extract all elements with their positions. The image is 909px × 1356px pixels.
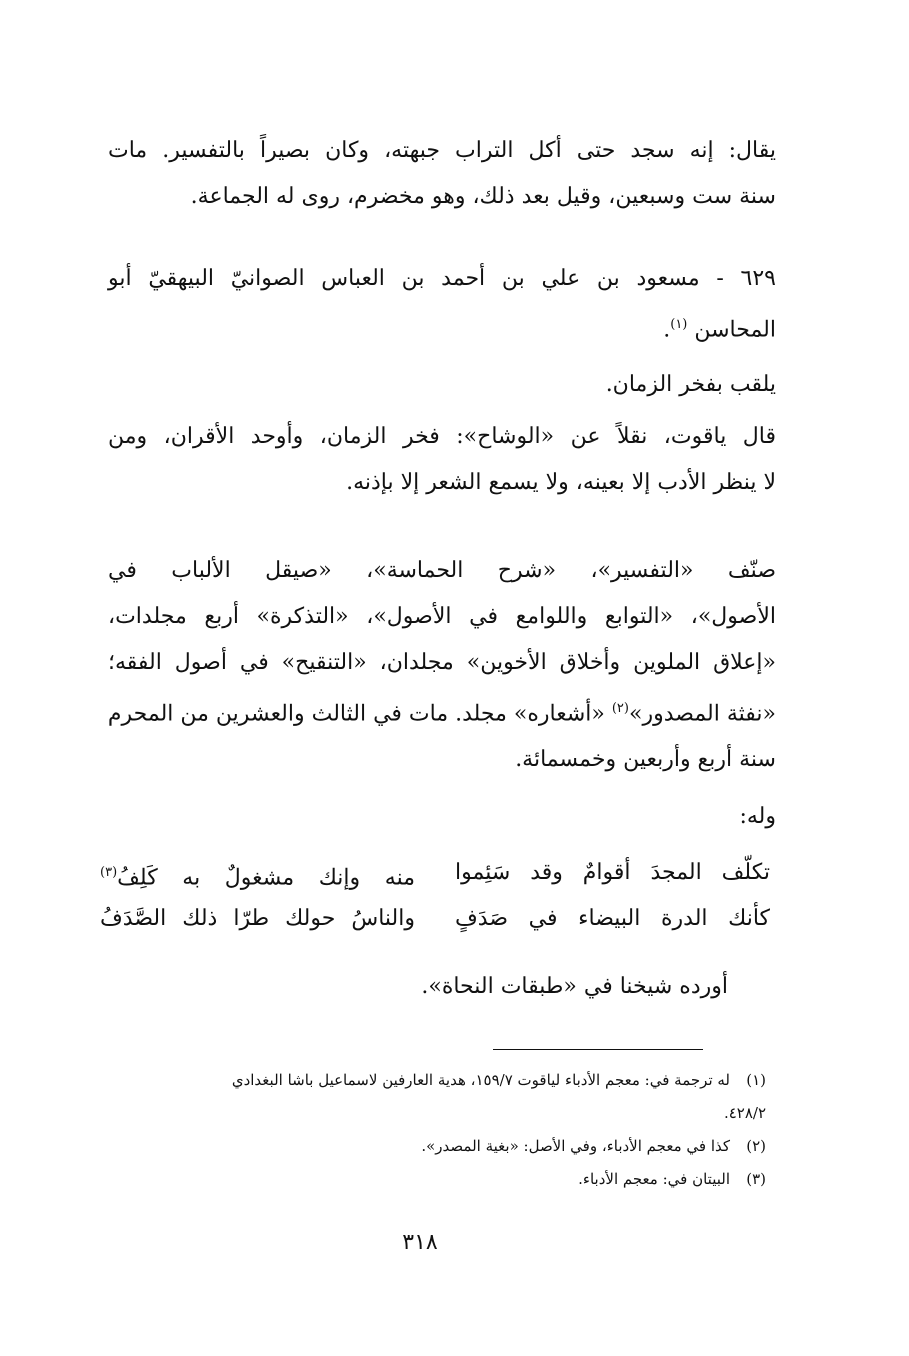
footnote-separator bbox=[493, 1049, 703, 1050]
text-line bbox=[108, 686, 776, 737]
footnote-number: (١) bbox=[746, 1071, 766, 1089]
entry-name-end: المحاسن bbox=[694, 317, 776, 343]
verse-first-hemistich: تكلّف المجدَ أقوامٌ وقد سَئِموا bbox=[455, 860, 770, 885]
footnote bbox=[96, 1064, 766, 1097]
footnote-ref: (١) bbox=[670, 317, 688, 332]
text-line: وله: bbox=[739, 804, 776, 829]
footnote-continuation: ٤٢٨/٢. bbox=[723, 1104, 766, 1122]
text-line: ٦٢٩ - مسعود بن علي بن أحمد بن العباس الصوانيّ البيهقيّ أبو bbox=[108, 266, 776, 291]
verse-first-hemistich: كأنك الدرة البيضاء في صَدَفٍ bbox=[455, 906, 770, 931]
poem-verse bbox=[100, 850, 770, 896]
text-line: سنة ست وسبعين، وقيل بعد ذلك، وهو مخضرم، روى له الجماعة. bbox=[190, 184, 776, 209]
page-number: ٣١٨ bbox=[402, 1230, 438, 1255]
poem-intro bbox=[108, 794, 776, 840]
work-title: «نفثة المصدور» bbox=[628, 701, 776, 727]
text-segment: «أشعاره» مجلد. مات في الثالث والعشرين من المحرم bbox=[107, 701, 612, 727]
period: . bbox=[663, 317, 671, 343]
text-line bbox=[108, 302, 776, 353]
text-line: يقال: إنه سجد حتى أكل التراب جبهته، وكان بصيراً بالتفسير. مات bbox=[108, 138, 776, 163]
hemistich-text: منه وإنك مشغولٌ به كَلِفُ bbox=[117, 865, 415, 891]
footnote-text: كذا في معجم الأدباء، وفي الأصل: «بغية المصدر». bbox=[421, 1137, 730, 1155]
poem-verse bbox=[100, 896, 770, 942]
paragraph-source-note bbox=[108, 964, 728, 1010]
footnote-text: البيتان في: معجم الأدباء. bbox=[578, 1170, 730, 1188]
paragraph-laqab bbox=[108, 362, 776, 408]
footnotes bbox=[96, 1064, 766, 1196]
text-line: الأصول»، «التوابع واللوامع في الأصول»، «التذكرة» أربع مجلدات، bbox=[108, 604, 776, 629]
footnote bbox=[96, 1130, 766, 1163]
footnote bbox=[96, 1163, 766, 1196]
text-line: سنة أربع وأربعين وخمسمائة. bbox=[515, 747, 776, 773]
footnote-number: (٢) bbox=[746, 1137, 766, 1155]
paragraph-works bbox=[108, 548, 776, 783]
footnote-text: له ترجمة في: معجم الأدباء لياقوت ١٥٩/٧، هدية العارفين لاسماعيل باشا البغدادي bbox=[231, 1071, 730, 1089]
footnote-number: (٣) bbox=[746, 1170, 766, 1188]
footnote-ref: (٢) bbox=[611, 701, 629, 716]
text-line: «إعلاق الملوين وأخلاق الأخوين» مجلدان، «التنقيح» في أصول الفقه؛ bbox=[108, 650, 776, 675]
text-line: يلقب بفخر الزمان. bbox=[605, 372, 776, 397]
paragraph-biography-end bbox=[108, 128, 776, 220]
entry-629-heading bbox=[108, 256, 776, 353]
text-line: قال ياقوت، نقلاً عن «الوشاح»: فخر الزمان، وأوحد الأقران، ومن bbox=[108, 424, 776, 449]
paragraph-yaqut-quote bbox=[108, 414, 776, 506]
footnote-ref: (٣) bbox=[100, 865, 118, 880]
text-line: أورده شيخنا في «طبقات النحاة». bbox=[421, 974, 728, 999]
verse-second-hemistich: والناسُ حولك طرّا ذلك الصَّدَفُ bbox=[100, 906, 415, 931]
verse-second-hemistich bbox=[100, 850, 415, 896]
text-line: صنّف «التفسير»، «شرح الحماسة»، «صيقل الألباب في bbox=[108, 558, 776, 583]
poem bbox=[100, 850, 770, 942]
text-line: لا ينظر الأدب إلا بعينه، ولا يسمع الشعر إلا بإذنه. bbox=[346, 470, 776, 495]
